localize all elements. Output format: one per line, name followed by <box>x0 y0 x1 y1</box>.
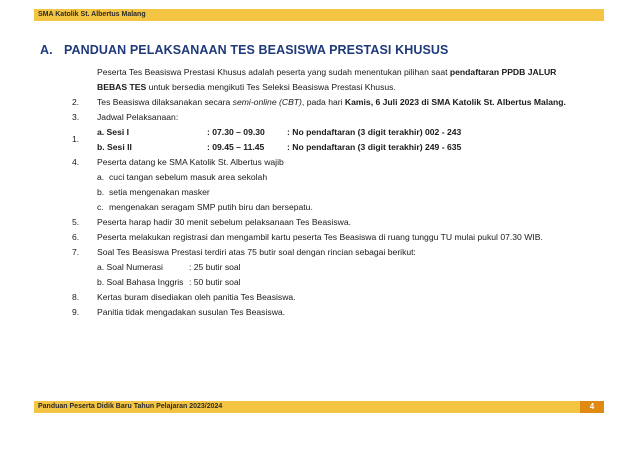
list-item-9: Panitia tidak mengadakan susulan Tes Beasiswa. <box>97 307 286 317</box>
requirement-letter: b. <box>97 187 105 197</box>
list-item-5: Peserta harap hadir 30 menit sebelum pelaksanaan Tes Beasiswa. <box>97 217 351 227</box>
item-1-text-2: untuk bersedia mengikuti Tes Seleksi Beasiswa Prestasi Khusus. <box>146 82 396 92</box>
requirement-letter: c. <box>97 202 104 212</box>
question-type: a. Soal Numerasi <box>97 262 163 272</box>
question-type: b. Soal Bahasa Inggris <box>97 277 184 287</box>
schedule-note: : No pendaftaran (3 digit terakhir) 002 - 243 <box>287 127 462 137</box>
question-count: : 50 butir soal <box>189 277 241 287</box>
item-1-bold-text-2: BEBAS TES <box>97 82 147 92</box>
item-3-number: 3. <box>72 112 80 122</box>
schedule-session: a. Sesi I <box>97 127 130 137</box>
requirement-letter: a. <box>97 172 105 182</box>
requirement-b <box>97 187 210 198</box>
requirement-text: mengenakan seragam SMP putih biru dan bersepatu. <box>109 202 313 212</box>
item-7-number: 7. <box>72 247 80 257</box>
item-1-line-1 <box>97 67 556 78</box>
list-item-7: Soal Tes Beasiswa Prestasi terdiri atas 75 butir soal dengan rincian sebagai berikut: <box>97 247 416 257</box>
header-school-name: SMA Katolik St. Albertus Malang <box>38 11 146 18</box>
page-number: 4 <box>580 401 604 413</box>
section-letter: A. <box>40 43 53 57</box>
footer-bar <box>34 401 604 413</box>
schedule-session: b. Sesi II <box>97 142 132 152</box>
item-2-bold-text: Kamis, 6 Juli 2023 di SMA Katolik St. Albertus Malang. <box>344 97 566 107</box>
item-2-text-mid: , pada hari <box>301 97 345 107</box>
item-2-italic-text: semi-online (CBT) <box>232 97 302 107</box>
item-6-number: 6. <box>72 232 80 242</box>
list-item-4: Peserta datang ke SMA Katolik St. Albertus wajib <box>97 157 284 167</box>
item-9-number: 9. <box>72 307 80 317</box>
list-item-3: Jadwal Pelaksanaan: <box>97 112 179 122</box>
item-8-number: 8. <box>72 292 80 302</box>
schedule-time: : 07.30 – 09.30 <box>207 127 265 137</box>
item-5-number: 5. <box>72 217 80 227</box>
item-1-line-2 <box>97 82 396 93</box>
item-2-text: Tes Beasiswa dilaksanakan secara <box>97 97 233 107</box>
section-title-text: PANDUAN PELAKSANAAN TES BEASISWA PRESTASI KHUSUS <box>64 43 449 57</box>
list-item-2 <box>97 97 566 108</box>
item-1-text: Peserta Tes Beasiswa Prestasi Khusus adalah peserta yang sudah menentukan pilihan saat <box>97 67 450 77</box>
requirement-c <box>97 202 313 213</box>
schedule-note: : No pendaftaran (3 digit terakhir) 249 - 635 <box>287 142 462 152</box>
list-item-6: Peserta melakukan registrasi dan mengambil kartu peserta Tes Beasiswa di ruang tunggu TU mulai pukul 07.30 WIB. <box>97 232 543 242</box>
item-1-bold-text: pendaftaran PPDB JALUR <box>449 67 557 77</box>
item-number: 1. <box>72 134 80 144</box>
list-item-8: Kertas buram disediakan oleh panitia Tes Beasiswa. <box>97 292 296 302</box>
item-4-number: 4. <box>72 157 80 167</box>
requirement-text: setia mengenakan masker <box>109 187 210 197</box>
requirement-text: cuci tangan sebelum masuk area sekolah <box>109 172 268 182</box>
section-title <box>40 43 448 57</box>
item-2-number: 2. <box>72 97 80 107</box>
question-count: : 25 butir soal <box>189 262 241 272</box>
footer-text: Panduan Peserta Didik Baru Tahun Pelajaran 2023/2024 <box>38 403 223 410</box>
header-bar <box>34 9 604 21</box>
requirement-a <box>97 172 267 183</box>
schedule-time: : 09.45 – 11.45 <box>207 142 265 152</box>
